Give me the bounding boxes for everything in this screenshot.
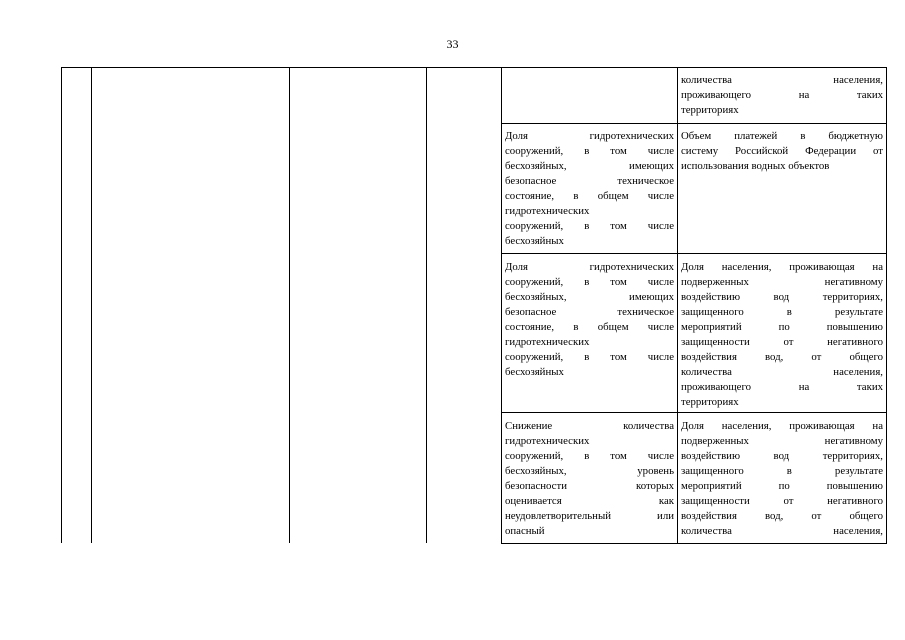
text-line: опасный [505, 525, 545, 538]
text-line: состояние, в общем числе [505, 190, 674, 203]
text-line: защищенности от негативного [681, 495, 883, 508]
row-border-4 [501, 543, 887, 544]
text-line: проживающего на таких [681, 89, 883, 102]
text-line: безопасности которых [505, 480, 674, 493]
text-line: защищенности от негативного [681, 336, 883, 349]
text-line: защищенного в результате [681, 465, 883, 478]
row-border-2 [501, 253, 887, 254]
col-border-4 [426, 67, 427, 543]
indicator-cell-2 [502, 260, 677, 380]
text-line: сооружений, в том числе [505, 276, 674, 289]
text-line: подверженных негативному [681, 435, 883, 448]
text-line: Снижение количества [505, 420, 674, 432]
text-line: бесхозяйных, имеющих [505, 291, 674, 304]
text-line: сооружений, в том числе [505, 351, 674, 364]
result-cell-1 [678, 129, 886, 174]
text-line: гидротехнических [505, 435, 590, 448]
text-line: безопасное техническое [505, 306, 674, 319]
text-line: бесхозяйных, имеющих [505, 160, 674, 173]
text-line: территориях [681, 396, 739, 409]
text-line: подверженных негативному [681, 276, 883, 289]
col-border-3 [289, 67, 290, 543]
col-border-1 [61, 67, 62, 543]
continuation-result-cell [678, 73, 886, 118]
text-line: состояние, в общем числе [505, 321, 674, 334]
row-border-3 [501, 412, 887, 413]
text-line: Доля населения, проживающая на [681, 261, 883, 273]
text-line: количества населения, [681, 74, 883, 86]
text-line: безопасное техническое [505, 175, 674, 188]
text-line: Доля гидротехнических [505, 130, 674, 142]
text-line: Доля гидротехнических [505, 261, 674, 273]
text-line: воздействия вод, от общего [681, 510, 883, 523]
col-border-2 [91, 67, 92, 543]
text-line: количества населения, [681, 525, 883, 538]
indicator-cell-3 [502, 419, 677, 539]
indicator-cell-1 [502, 129, 677, 249]
col-border-7 [886, 67, 887, 543]
text-line: воздействию вод территориях, [681, 291, 883, 304]
text-line: бесхозяйных [505, 366, 564, 379]
text-line: оценивается как [505, 495, 674, 508]
text-line: проживающего на таких [681, 381, 883, 394]
text-line: использования водных объектов [681, 160, 830, 173]
text-line: территориях [681, 104, 739, 117]
text-line: воздействия вод, от общего [681, 351, 883, 364]
text-line: бесхозяйных [505, 235, 564, 248]
text-line: защищенного в результате [681, 306, 883, 319]
text-line: Доля населения, проживающая на [681, 420, 883, 432]
table-top-border [61, 67, 887, 68]
text-line: гидротехнических [505, 336, 590, 349]
text-line: бесхозяйных, уровень [505, 465, 674, 478]
text-line: сооружений, в том числе [505, 450, 674, 463]
text-line: сооружений, в том числе [505, 220, 674, 233]
text-line: сооружений, в том числе [505, 145, 674, 158]
page-number: 33 [446, 37, 459, 51]
text-line: количества населения, [681, 366, 883, 379]
result-cell-2 [678, 260, 886, 410]
text-line: Объем платежей в бюджетную [681, 130, 883, 142]
text-line: мероприятий по повышению [681, 321, 883, 334]
result-cell-3 [678, 419, 886, 539]
row-border-1 [501, 123, 887, 124]
text-line: неудовлетворительный или [505, 510, 674, 523]
text-line: мероприятий по повышению [681, 480, 883, 493]
text-line: гидротехнических [505, 205, 590, 218]
text-line: систему Российской Федерации от [681, 145, 883, 158]
text-line: воздействию вод территориях, [681, 450, 883, 463]
